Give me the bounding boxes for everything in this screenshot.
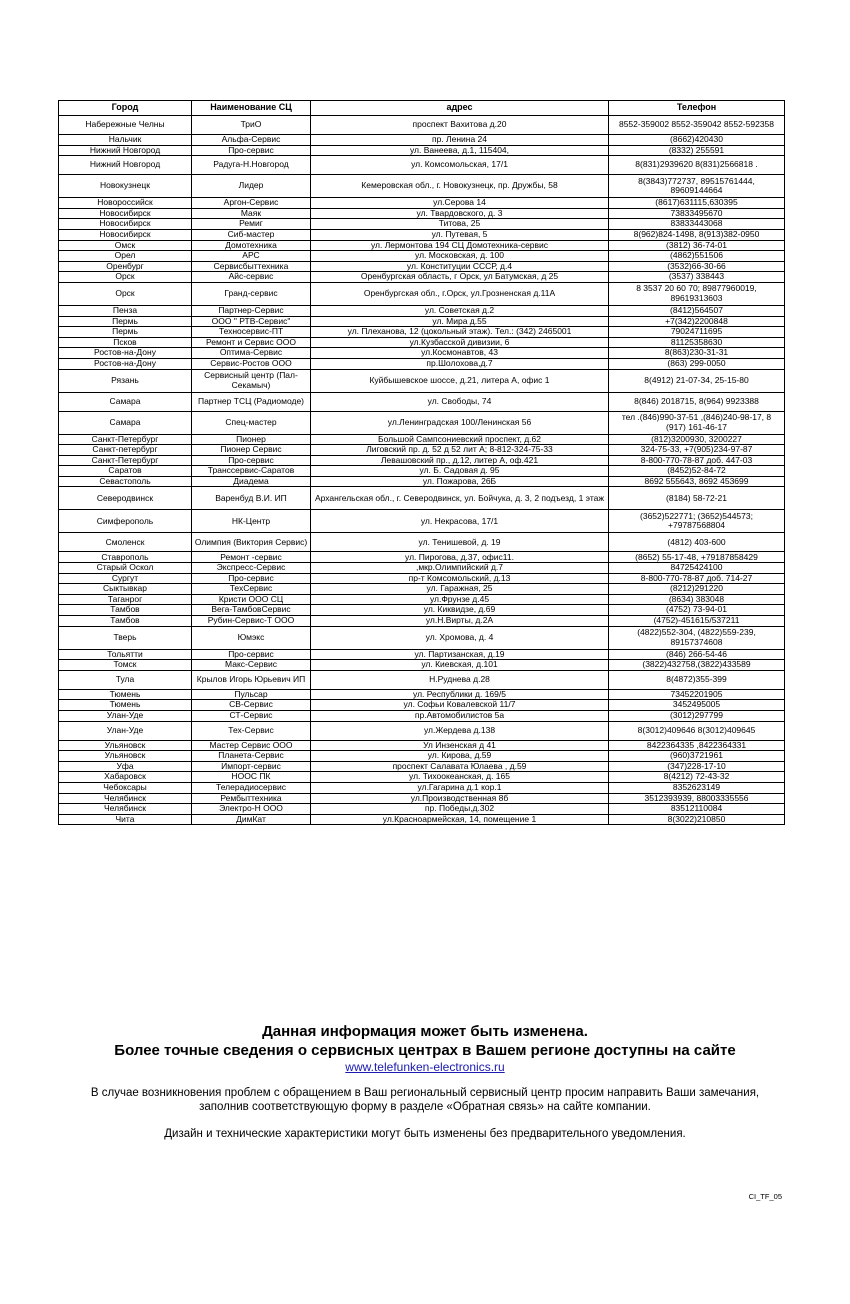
cell-service-name: Сиб-мастер	[192, 229, 311, 240]
cell-address: ул. Киквидзе, д.69	[311, 605, 609, 616]
cell-service-name: ТехСервис	[192, 584, 311, 595]
cell-address: ул. Плеханова, 12 (цокольный этаж). Тел.: (342) 2465001	[311, 327, 609, 338]
cell-phone: 84725424100	[609, 563, 785, 574]
cell-phone: (8634) 383048	[609, 594, 785, 605]
cell-phone: (8212)291220	[609, 584, 785, 595]
table-row	[59, 282, 785, 305]
cell-city: Новосибирск	[59, 229, 192, 240]
cell-city: Самара	[59, 392, 192, 411]
cell-address: ул. Б. Садовая д. 95	[311, 466, 609, 477]
table-row	[59, 156, 785, 175]
cell-city: Новосибирск	[59, 208, 192, 219]
cell-service-name: Мастер Сервис ООО	[192, 740, 311, 751]
table-row	[59, 721, 785, 740]
cell-phone: 8(3012)409646 8(3012)409645	[609, 721, 785, 740]
cell-service-name: Домотехника	[192, 240, 311, 251]
cell-phone: (8332) 255591	[609, 145, 785, 156]
cell-address: ул. Ванеева, д.1, 115404,	[311, 145, 609, 156]
notice-feedback-line1: В случае возникновения проблем с обращением в Ваш региональный сервисный центр просим направить Ваши замечания,	[90, 1087, 760, 1099]
cell-address: ул. Пожарова, 26Б	[311, 476, 609, 487]
table-row	[59, 327, 785, 338]
cell-service-name: ДимКат	[192, 814, 311, 825]
cell-address: ул.Красноармейская, 14, помещение 1	[311, 814, 609, 825]
cell-city: Новосибирск	[59, 219, 192, 230]
cell-city: Новороссийск	[59, 198, 192, 209]
cell-address: пр-т Комсомольский, д.13	[311, 573, 609, 584]
cell-address: пр. Победы,д.302	[311, 804, 609, 815]
cell-city: Набережные Челны	[59, 116, 192, 135]
cell-service-name: Крылов Игорь Юрьевич ИП	[192, 670, 311, 689]
cell-service-name: Пионер	[192, 434, 311, 445]
cell-city: Тула	[59, 670, 192, 689]
cell-address: ул. Советская д.2	[311, 305, 609, 316]
table-row	[59, 573, 785, 584]
cell-address: проспект Салавата Юлаева , д.59	[311, 761, 609, 772]
cell-service-name: Про-сервис	[192, 455, 311, 466]
cell-phone: 8(831)2939620 8(831)2566818 .	[609, 156, 785, 175]
cell-city: Тюмень	[59, 689, 192, 700]
notice-feedback-line2: заполнив соответствующую форму в разделе «Обратная связь» на сайте компании.	[199, 1101, 651, 1113]
cell-phone: (347)228-17-10	[609, 761, 785, 772]
cell-service-name: Тех-Сервис	[192, 721, 311, 740]
cell-city: Пермь	[59, 316, 192, 327]
cell-city: Нижний Новгород	[59, 156, 192, 175]
cell-phone: тел .(846)990-37-51 ,(846)240-98-17, 8 (917) 161-46-17	[609, 411, 785, 434]
cell-phone: 8-800-770-78-87 доб. 714-27	[609, 573, 785, 584]
cell-address: Ул Инзенская д 41	[311, 740, 609, 751]
cell-service-name: Телерадиосервис	[192, 782, 311, 793]
cell-address: ул. Хромова, д. 4	[311, 626, 609, 649]
cell-service-name: Варенбуд В.И. ИП	[192, 487, 311, 510]
cell-phone: (8412)564507	[609, 305, 785, 316]
cell-phone: 8(863)230-31-31	[609, 348, 785, 359]
table-row	[59, 761, 785, 772]
cell-service-name: Про-сервис	[192, 649, 311, 660]
cell-phone: 8(4872)355-399	[609, 670, 785, 689]
cell-city: Симферополь	[59, 510, 192, 533]
cell-service-name: Радуга-Н.Новгород	[192, 156, 311, 175]
document-code: CI_TF_05	[748, 1192, 782, 1201]
cell-city: Тверь	[59, 626, 192, 649]
table-row	[59, 487, 785, 510]
cell-phone: 8(962)824-1498, 8(913)382-0950	[609, 229, 785, 240]
cell-address: ул. Конституции СССР, д.4	[311, 261, 609, 272]
cell-city: Уфа	[59, 761, 192, 772]
table-row	[59, 552, 785, 563]
table-row	[59, 700, 785, 711]
table-row	[59, 793, 785, 804]
cell-service-name: СТ-Сервис	[192, 711, 311, 722]
cell-phone: (8184) 58-72-21	[609, 487, 785, 510]
cell-service-name: Сервисбыттехника	[192, 261, 311, 272]
header-phone: Телефон	[609, 101, 785, 116]
cell-phone: 3512393939, 88003335556	[609, 793, 785, 804]
table-row	[59, 616, 785, 627]
cell-service-name: Юмэкс	[192, 626, 311, 649]
cell-address: ул. Пирогова, д.37, офис11.	[311, 552, 609, 563]
cell-service-name: Альфа-Сервис	[192, 135, 311, 146]
cell-city: Санкт-петербург	[59, 445, 192, 456]
cell-city: Оренбург	[59, 261, 192, 272]
table-row	[59, 660, 785, 671]
cell-city: Челябинск	[59, 793, 192, 804]
cell-city: Рязань	[59, 369, 192, 392]
cell-phone: 3452495005	[609, 700, 785, 711]
table-row	[59, 175, 785, 198]
cell-phone: (3812) 36-74-01	[609, 240, 785, 251]
table-row	[59, 116, 785, 135]
cell-city: Чита	[59, 814, 192, 825]
cell-phone: (8452)52-84-72	[609, 466, 785, 477]
cell-phone: (960)3721961	[609, 751, 785, 762]
table-row	[59, 240, 785, 251]
cell-phone: (8652) 55-17-48, +79187858429	[609, 552, 785, 563]
cell-phone: (4752) 73-94-01	[609, 605, 785, 616]
cell-service-name: Экспресс-Сервис	[192, 563, 311, 574]
cell-phone: (863) 299-0050	[609, 358, 785, 369]
cell-address: ул. Московская, д. 100	[311, 251, 609, 262]
cell-address: ул. Гаражная, 25	[311, 584, 609, 595]
cell-city: Псков	[59, 337, 192, 348]
cell-phone: 79024711695	[609, 327, 785, 338]
cell-phone: 8(846) 2018715, 8(964) 9923388	[609, 392, 785, 411]
table-row	[59, 751, 785, 762]
cell-service-name: Партнер-Сервис	[192, 305, 311, 316]
cell-phone: 81125358630	[609, 337, 785, 348]
cell-address: ул. Твардовского, д. 3	[311, 208, 609, 219]
cell-city: Чебоксары	[59, 782, 192, 793]
table-row	[59, 782, 785, 793]
cell-city: Ульяновск	[59, 740, 192, 751]
cell-service-name: ТриО	[192, 116, 311, 135]
cell-service-name: Аргон-Сервис	[192, 198, 311, 209]
cell-city: Тольятти	[59, 649, 192, 660]
cell-address: Лиговский пр. д. 52 д 52 лит А; 8-812-324-75-33	[311, 445, 609, 456]
cell-city: Северодвинск	[59, 487, 192, 510]
cell-address: Титова, 25	[311, 219, 609, 230]
cell-address: ул. Тенишевой, д. 19	[311, 533, 609, 552]
table-row	[59, 337, 785, 348]
cell-service-name: Сервисный центр (Пал-Секамыч)	[192, 369, 311, 392]
notice-disclaimer: Дизайн и технические характеристики могут быть изменены без предварительного уведомления.	[164, 1128, 686, 1140]
table-row	[59, 711, 785, 722]
cell-phone: (3822)432758,(3822)433589	[609, 660, 785, 671]
cell-city: Ростов-на-Дону	[59, 358, 192, 369]
cell-phone: 8(3843)772737, 89515761444, 89609144664	[609, 175, 785, 198]
cell-address: пр.Автомобилистов 5а	[311, 711, 609, 722]
cell-city: Тамбов	[59, 605, 192, 616]
cell-address: ул.Фрунзе д.45	[311, 594, 609, 605]
cell-address: ул.Космонавтов, 43	[311, 348, 609, 359]
cell-city: Сургут	[59, 573, 192, 584]
table-row	[59, 358, 785, 369]
cell-service-name: Лидер	[192, 175, 311, 198]
cell-service-name: ООО " РТВ-Сервис"	[192, 316, 311, 327]
cell-service-name: Оптима-Сервис	[192, 348, 311, 359]
table-row	[59, 804, 785, 815]
cell-phone: 8352623149	[609, 782, 785, 793]
header-service-name: Наименование СЦ	[192, 101, 311, 116]
cell-city: Нальчик	[59, 135, 192, 146]
cell-phone: (812)3200930, 3200227	[609, 434, 785, 445]
cell-city: Севастополь	[59, 476, 192, 487]
cell-phone: (4822)552-304, (4822)559-239, 89157374608	[609, 626, 785, 649]
cell-address: Оренбургская область, г Орск, ул Батумская, д 25	[311, 272, 609, 283]
cell-phone: 83512110084	[609, 804, 785, 815]
website-link[interactable]: www.telefunken-electronics.ru	[345, 1060, 505, 1074]
table-row	[59, 476, 785, 487]
notice-subtitle: Более точные сведения о сервисных центрах в Вашем регионе доступны на сайте	[114, 1042, 736, 1059]
cell-phone: 8 3537 20 60 70; 89877960019, 89619313603	[609, 282, 785, 305]
cell-phone: 8692 555643, 8692 453699	[609, 476, 785, 487]
table-row	[59, 689, 785, 700]
cell-service-name: Гранд-сервис	[192, 282, 311, 305]
table-row	[59, 305, 785, 316]
table-row	[59, 316, 785, 327]
table-row	[59, 772, 785, 783]
cell-address: ул. Мира д.55	[311, 316, 609, 327]
cell-service-name: АРС	[192, 251, 311, 262]
cell-city: Улан-Уде	[59, 721, 192, 740]
cell-address: ул.Производственная 8б	[311, 793, 609, 804]
table-row	[59, 392, 785, 411]
table-row	[59, 251, 785, 262]
table-row	[59, 145, 785, 156]
table-row	[59, 670, 785, 689]
cell-service-name: Макс-Сервис	[192, 660, 311, 671]
cell-service-name: Про-сервис	[192, 145, 311, 156]
cell-city: Пенза	[59, 305, 192, 316]
service-center-table	[58, 100, 785, 825]
table-row	[59, 411, 785, 434]
cell-city: Улан-Уде	[59, 711, 192, 722]
cell-address: ул.Серова 14	[311, 198, 609, 209]
cell-address: Оренбургская обл., г.Орск, ул.Грозненская д.11А	[311, 282, 609, 305]
table-row	[59, 434, 785, 445]
table-row	[59, 455, 785, 466]
table-row	[59, 135, 785, 146]
cell-city: Смоленск	[59, 533, 192, 552]
table-row	[59, 584, 785, 595]
cell-address: ул. Лермонтова 194 СЦ Домотехника-сервис	[311, 240, 609, 251]
cell-service-name: Пульсар	[192, 689, 311, 700]
cell-city: Орск	[59, 272, 192, 283]
cell-city: Ростов-на-Дону	[59, 348, 192, 359]
cell-service-name: Сервис-Ростов ООО	[192, 358, 311, 369]
table-row	[59, 198, 785, 209]
cell-address: Н.Руднева д.28	[311, 670, 609, 689]
cell-address: Архангельская обл., г. Северодвинск, ул. Бойчука, д. 3, 2 подъезд, 1 этаж	[311, 487, 609, 510]
cell-service-name: Ремонт и Сервис ООО	[192, 337, 311, 348]
cell-service-name: Айс-сервис	[192, 272, 311, 283]
table-row	[59, 594, 785, 605]
cell-phone: 83833443068	[609, 219, 785, 230]
cell-city: Таганрог	[59, 594, 192, 605]
cell-address: пр. Ленина 24	[311, 135, 609, 146]
cell-service-name: Импорт-сервис	[192, 761, 311, 772]
notice-title: Данная информация может быть изменена.	[262, 1023, 588, 1040]
cell-address: ул. Некрасова, 17/1	[311, 510, 609, 533]
cell-service-name: НООС ПК	[192, 772, 311, 783]
cell-city: Пермь	[59, 327, 192, 338]
cell-city: Челябинск	[59, 804, 192, 815]
cell-service-name: Партнер ТСЦ (Радиомоде)	[192, 392, 311, 411]
cell-service-name: Ремиг	[192, 219, 311, 230]
cell-phone: (3537) 338443	[609, 272, 785, 283]
cell-city: Ульяновск	[59, 751, 192, 762]
cell-city: Омск	[59, 240, 192, 251]
cell-phone: 8-800-770-78-87 доб. 447-03	[609, 455, 785, 466]
table-header-row	[59, 101, 785, 116]
cell-phone: 8(4212) 72-43-32	[609, 772, 785, 783]
cell-service-name: Электро-Н ООО	[192, 804, 311, 815]
cell-city: Санкт-Петербург	[59, 434, 192, 445]
table-row	[59, 740, 785, 751]
cell-city: Тамбов	[59, 616, 192, 627]
cell-city: Старый Оскол	[59, 563, 192, 574]
table-row	[59, 533, 785, 552]
cell-city: Сыктывкар	[59, 584, 192, 595]
cell-city: Ставрополь	[59, 552, 192, 563]
header-city: Город	[59, 101, 192, 116]
cell-address: Большой Сампсониевский проспект, д.62	[311, 434, 609, 445]
cell-phone: (3652)522771; (3652)544573; +79787568804	[609, 510, 785, 533]
table-row	[59, 510, 785, 533]
cell-service-name: Пионер Сервис	[192, 445, 311, 456]
cell-city: Самара	[59, 411, 192, 434]
table-row	[59, 563, 785, 574]
cell-phone: 8(4912) 21-07-34, 25-15-80	[609, 369, 785, 392]
cell-address: ул. Партизанская, д.19	[311, 649, 609, 660]
cell-service-name: Диадема	[192, 476, 311, 487]
table-row	[59, 261, 785, 272]
cell-phone: (846) 266-54-46	[609, 649, 785, 660]
cell-city: Новокузнецк	[59, 175, 192, 198]
cell-phone: (4752)-451615/537211	[609, 616, 785, 627]
cell-address: ул. Путевая, 5	[311, 229, 609, 240]
cell-phone: 8(3022)210850	[609, 814, 785, 825]
cell-city: Томск	[59, 660, 192, 671]
table-row	[59, 348, 785, 359]
cell-service-name: Планета-Сервис	[192, 751, 311, 762]
cell-address: ул. Тихоокеанская, д. 165	[311, 772, 609, 783]
table-row	[59, 466, 785, 477]
cell-city: Тюмень	[59, 700, 192, 711]
cell-service-name: Рембыттехника	[192, 793, 311, 804]
cell-service-name: Маяк	[192, 208, 311, 219]
table-row	[59, 605, 785, 616]
table-row	[59, 208, 785, 219]
cell-city: Хабаровск	[59, 772, 192, 783]
cell-address: ул.Н.Вирты, д.2А	[311, 616, 609, 627]
header-address: адрес	[311, 101, 609, 116]
table-row	[59, 626, 785, 649]
cell-city: Орск	[59, 282, 192, 305]
cell-service-name: Рубин-Сервис-Т ООО	[192, 616, 311, 627]
cell-service-name: Про-сервис	[192, 573, 311, 584]
cell-phone: 73452201905	[609, 689, 785, 700]
cell-address: ул. Республики д. 169/5	[311, 689, 609, 700]
cell-city: Саратов	[59, 466, 192, 477]
cell-service-name: СВ-Сервис	[192, 700, 311, 711]
cell-phone: (8617)631115,630395	[609, 198, 785, 209]
cell-phone: 8552-359002 8552-359042 8552-592358	[609, 116, 785, 135]
cell-phone: 73833495670	[609, 208, 785, 219]
cell-address: ул. Софьи Ковалевской 11/7	[311, 700, 609, 711]
cell-phone: (3532)66-30-66	[609, 261, 785, 272]
table-row	[59, 369, 785, 392]
cell-address: Кемеровская обл., г. Новокузнецк, пр. Дружбы, 58	[311, 175, 609, 198]
cell-city: Нижний Новгород	[59, 145, 192, 156]
cell-phone: 324-75-33, +7(905)234-97-87	[609, 445, 785, 456]
table-row	[59, 814, 785, 825]
table-row	[59, 272, 785, 283]
cell-address: ул. Комсомольская, 17/1	[311, 156, 609, 175]
cell-service-name: Кристи ООО СЦ	[192, 594, 311, 605]
cell-phone: (4862)551506	[609, 251, 785, 262]
cell-service-name: НК-Центр	[192, 510, 311, 533]
cell-address: Куйбышевское шоссе, д.21, литера А, офис 1	[311, 369, 609, 392]
cell-address: ул.Гагарина д.1 кор.1	[311, 782, 609, 793]
cell-service-name: Спец-мастер	[192, 411, 311, 434]
cell-service-name: Ремонт -сервис	[192, 552, 311, 563]
table-row	[59, 649, 785, 660]
cell-address: ул. Свободы, 74	[311, 392, 609, 411]
cell-address: ул. Кирова, д.59	[311, 751, 609, 762]
cell-address: пр.Шолохова,д.7	[311, 358, 609, 369]
table-row	[59, 445, 785, 456]
table-body	[59, 116, 785, 825]
cell-address: ул. Киевская, д.101	[311, 660, 609, 671]
cell-phone: (4812) 403-600	[609, 533, 785, 552]
cell-phone: (8662)420430	[609, 135, 785, 146]
cell-city: Санкт-Петербург	[59, 455, 192, 466]
cell-phone: +7(342)2200848	[609, 316, 785, 327]
cell-city: Орел	[59, 251, 192, 262]
cell-address: проспект Вахитова д.20	[311, 116, 609, 135]
cell-address: ,мкр.Олимпийский д.7	[311, 563, 609, 574]
cell-service-name: Вега-ТамбовСервис	[192, 605, 311, 616]
cell-phone: (3012)297799	[609, 711, 785, 722]
cell-service-name: Олимпия (Виктория Сервис)	[192, 533, 311, 552]
cell-address: Левашовский пр., д.12, литер А, оф.421	[311, 455, 609, 466]
cell-address: ул.Жердева д.138	[311, 721, 609, 740]
table-row	[59, 219, 785, 230]
cell-phone: 8422364335 ,8422364331	[609, 740, 785, 751]
cell-address: ул.Кузбасской дивизии, 6	[311, 337, 609, 348]
cell-service-name: Транссервис-Саратов	[192, 466, 311, 477]
cell-address: ул.Ленинградская 100/Ленинская 56	[311, 411, 609, 434]
table-row	[59, 229, 785, 240]
cell-service-name: Техносервис-ПТ	[192, 327, 311, 338]
